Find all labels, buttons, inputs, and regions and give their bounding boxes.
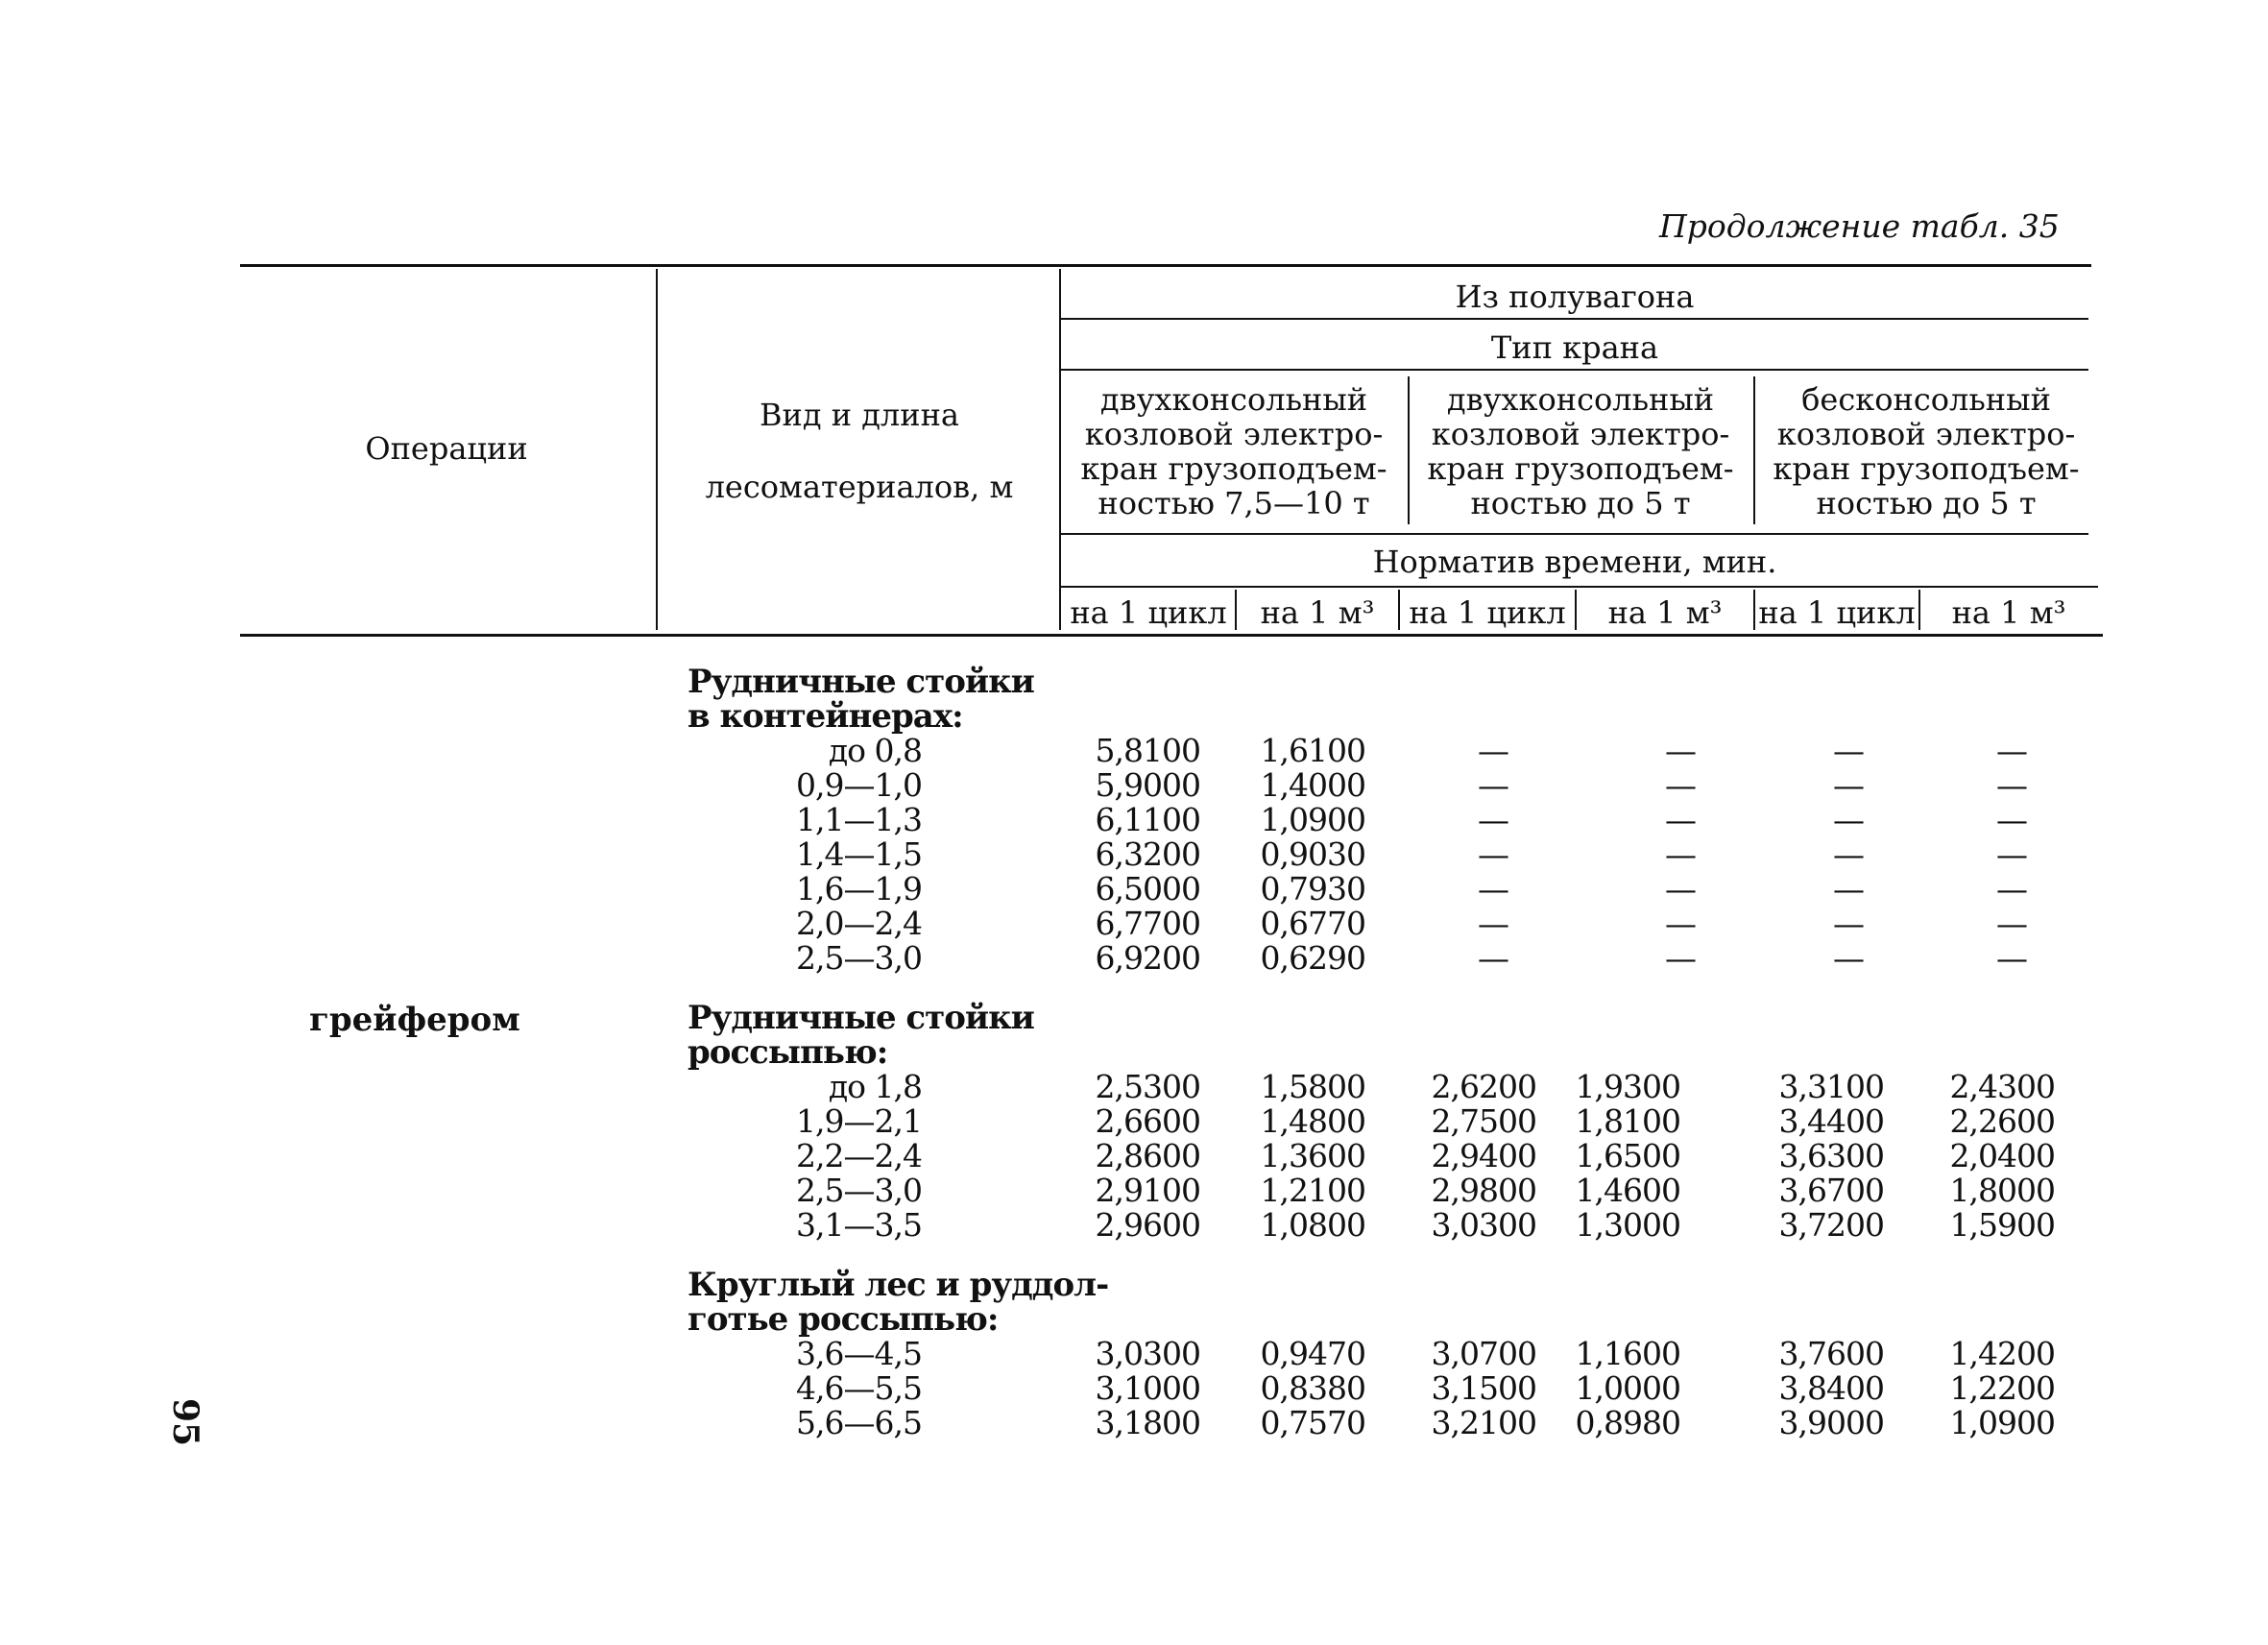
value-cell: 3,7200 [1778, 1206, 1884, 1244]
table-top-rule [240, 264, 2091, 267]
value-cell: 3,4400 [1778, 1102, 1884, 1140]
empty-dash-cell: — [1996, 939, 2027, 977]
crane-divider-1 [1408, 376, 1410, 524]
source-rule [1061, 318, 2088, 320]
length-cell: 3,1—3,5 [796, 1206, 922, 1244]
value-cell: 5,9000 [1095, 766, 1200, 804]
value-cell: 2,2600 [1949, 1102, 2055, 1140]
unit-divider-1 [1235, 590, 1237, 630]
length-cell: 1,9—2,1 [796, 1102, 922, 1140]
empty-dash-cell: — [1665, 835, 1696, 873]
value-cell: 1,0900 [1949, 1404, 2055, 1441]
value-cell: 0,7570 [1260, 1404, 1365, 1441]
value-cell: 3,9000 [1778, 1404, 1884, 1441]
value-cell: 3,0700 [1431, 1335, 1536, 1372]
crane-3-line: кран грузоподъем- [1773, 450, 2080, 487]
empty-dash-cell: — [1833, 766, 1864, 804]
header-operations: Операции [365, 430, 528, 467]
empty-dash-cell: — [1833, 939, 1864, 977]
empty-dash-cell: — [1665, 939, 1696, 977]
crane-1-line: двухконсольный [1099, 381, 1368, 418]
value-cell: 1,5900 [1949, 1206, 2055, 1244]
length-cell: 1,1—1,3 [796, 801, 922, 838]
value-cell: 3,6300 [1778, 1137, 1884, 1174]
value-cell: 1,9300 [1575, 1068, 1680, 1105]
crane-3-line: бесконсольный [1801, 381, 2051, 418]
empty-dash-cell: — [1478, 939, 1508, 977]
value-cell: 3,8400 [1778, 1369, 1884, 1407]
value-cell: 3,6700 [1778, 1172, 1884, 1209]
value-cell: 3,3100 [1778, 1068, 1884, 1105]
value-cell: 3,2100 [1431, 1404, 1536, 1441]
value-cell: 2,7500 [1431, 1102, 1536, 1140]
empty-dash-cell: — [1996, 801, 2027, 838]
operation-label: грейфером [309, 1001, 520, 1039]
unit-label: на 1 м³ [1260, 594, 1375, 631]
crane-3-line: ностью до 5 т [1816, 485, 2037, 521]
crane-2-line: ностью до 5 т [1470, 485, 1691, 521]
empty-dash-cell: — [1833, 905, 1864, 942]
value-cell: 0,9470 [1260, 1335, 1365, 1372]
length-cell: до 1,8 [828, 1068, 922, 1105]
value-cell: 2,0400 [1949, 1137, 2055, 1174]
value-cell: 1,6500 [1575, 1137, 1680, 1174]
crane-2-line: двухконсольный [1446, 381, 1715, 418]
value-cell: 1,5800 [1260, 1068, 1365, 1105]
value-cell: 2,8600 [1095, 1137, 1200, 1174]
value-cell: 3,7600 [1778, 1335, 1884, 1372]
value-cell: 2,9400 [1431, 1137, 1536, 1174]
group-title: россыпью: [688, 1033, 888, 1072]
group-title: Круглый лес и руддол- [688, 1266, 1109, 1304]
length-cell: 2,0—2,4 [796, 905, 922, 942]
value-cell: 3,1800 [1095, 1404, 1200, 1441]
empty-dash-cell: — [1665, 766, 1696, 804]
unit-label: на 1 м³ [1951, 594, 2066, 631]
value-cell: 1,1600 [1575, 1335, 1680, 1372]
empty-dash-cell: — [1996, 835, 2027, 873]
value-cell: 6,9200 [1095, 939, 1200, 977]
header-bottom-rule [240, 634, 2103, 637]
crane-3-line: козловой электро- [1776, 416, 2076, 452]
value-cell: 1,2200 [1949, 1369, 2055, 1407]
empty-dash-cell: — [1833, 870, 1864, 907]
value-cell: 3,0300 [1095, 1335, 1200, 1372]
group-title: Рудничные стойки [688, 663, 1034, 701]
value-cell: 1,3000 [1575, 1206, 1680, 1244]
length-cell: 3,6—4,5 [796, 1335, 922, 1372]
empty-dash-cell: — [1665, 905, 1696, 942]
page-number: 95 [165, 1397, 206, 1447]
length-cell: 2,5—3,0 [796, 939, 922, 977]
value-cell: 6,5000 [1095, 870, 1200, 907]
value-cell: 3,1500 [1431, 1369, 1536, 1407]
value-cell: 2,5300 [1095, 1068, 1200, 1105]
header-source: Из полувагона [1455, 278, 1695, 315]
length-cell: 1,6—1,9 [796, 870, 922, 907]
empty-dash-cell: — [1996, 870, 2027, 907]
value-cell: 0,7930 [1260, 870, 1365, 907]
empty-dash-cell: — [1833, 732, 1864, 769]
empty-dash-cell: — [1478, 905, 1508, 942]
unit-label: на 1 м³ [1607, 594, 1723, 631]
length-cell: 4,6—5,5 [796, 1369, 922, 1407]
crane-2-line: кран грузоподъем- [1427, 450, 1734, 487]
table-caption: Продолжение табл. 35 [1659, 207, 2060, 245]
unit-divider-5 [1918, 590, 1920, 630]
header-crane-1 [1066, 382, 1402, 520]
value-cell: 1,4200 [1949, 1335, 2055, 1372]
group-title: Рудничные стойки [688, 999, 1034, 1037]
value-cell: 1,2100 [1260, 1172, 1365, 1209]
value-cell: 1,8000 [1949, 1172, 2055, 1209]
value-cell: 2,9600 [1095, 1206, 1200, 1244]
empty-dash-cell: — [1478, 766, 1508, 804]
value-cell: 6,7700 [1095, 905, 1200, 942]
col-divider-operations [656, 269, 658, 630]
value-cell: 0,8380 [1260, 1369, 1365, 1407]
empty-dash-cell: — [1478, 870, 1508, 907]
value-cell: 0,9030 [1260, 835, 1365, 873]
empty-dash-cell: — [1478, 732, 1508, 769]
empty-dash-cell: — [1833, 801, 1864, 838]
value-cell: 1,0800 [1260, 1206, 1365, 1244]
value-cell: 6,1100 [1095, 801, 1200, 838]
value-cell: 0,8980 [1575, 1404, 1680, 1441]
empty-dash-cell: — [1665, 870, 1696, 907]
length-cell: 5,6—6,5 [796, 1404, 922, 1441]
value-cell: 0,6290 [1260, 939, 1365, 977]
empty-dash-cell: — [1996, 905, 2027, 942]
crane-1-line: кран грузоподъем- [1080, 450, 1387, 487]
value-cell: 1,4600 [1575, 1172, 1680, 1209]
empty-dash-cell: — [1833, 835, 1864, 873]
crane-1-line: ностью 7,5—10 т [1098, 485, 1370, 521]
unit-label: на 1 цикл [1409, 594, 1566, 631]
unit-divider-4 [1753, 590, 1755, 630]
header-norm: Норматив времени, мин. [1372, 544, 1777, 580]
value-cell: 2,9800 [1431, 1172, 1536, 1209]
length-cell: 2,5—3,0 [796, 1172, 922, 1209]
value-cell: 1,6100 [1260, 732, 1365, 769]
value-cell: 1,3600 [1260, 1137, 1365, 1174]
value-cell: 1,0900 [1260, 801, 1365, 838]
crane-rule [1061, 533, 2088, 535]
length-cell: до 0,8 [828, 732, 922, 769]
empty-dash-cell: — [1665, 732, 1696, 769]
length-cell: 2,2—2,4 [796, 1137, 922, 1174]
unit-divider-3 [1575, 590, 1577, 630]
value-cell: 1,0000 [1575, 1369, 1680, 1407]
value-cell: 3,1000 [1095, 1369, 1200, 1407]
empty-dash-cell: — [1665, 801, 1696, 838]
crane-2-line: козловой электро- [1431, 416, 1730, 452]
unit-label: на 1 цикл [1758, 594, 1916, 631]
norm-rule [1061, 586, 2098, 588]
value-cell: 1,4000 [1260, 766, 1365, 804]
value-cell: 2,6200 [1431, 1068, 1536, 1105]
header-material-line2: лесоматериалов, м [705, 469, 1014, 505]
value-cell: 1,4800 [1260, 1102, 1365, 1140]
value-cell: 6,3200 [1095, 835, 1200, 873]
group-title: готье россыпью: [688, 1300, 999, 1339]
value-cell: 2,6600 [1095, 1102, 1200, 1140]
unit-label: на 1 цикл [1070, 594, 1227, 631]
header-material-line1: Вид и длина [760, 397, 959, 433]
header-crane-2 [1411, 382, 1749, 520]
header-crane-3 [1757, 382, 2095, 520]
value-cell: 3,0300 [1431, 1206, 1536, 1244]
value-cell: 5,8100 [1095, 732, 1200, 769]
group-title: в контейнерах: [688, 697, 963, 736]
length-cell: 0,9—1,0 [796, 766, 922, 804]
value-cell: 2,9100 [1095, 1172, 1200, 1209]
header-crane-type: Тип крана [1490, 329, 1659, 366]
value-cell: 0,6770 [1260, 905, 1365, 942]
empty-dash-cell: — [1478, 835, 1508, 873]
unit-divider-2 [1398, 590, 1400, 630]
value-cell: 1,8100 [1575, 1102, 1680, 1140]
value-cell: 2,4300 [1949, 1068, 2055, 1105]
empty-dash-cell: — [1478, 801, 1508, 838]
empty-dash-cell: — [1996, 732, 2027, 769]
crane-type-rule [1061, 369, 2088, 371]
crane-1-line: козловой электро- [1084, 416, 1384, 452]
empty-dash-cell: — [1996, 766, 2027, 804]
crane-divider-2 [1753, 376, 1755, 524]
length-cell: 1,4—1,5 [796, 835, 922, 873]
